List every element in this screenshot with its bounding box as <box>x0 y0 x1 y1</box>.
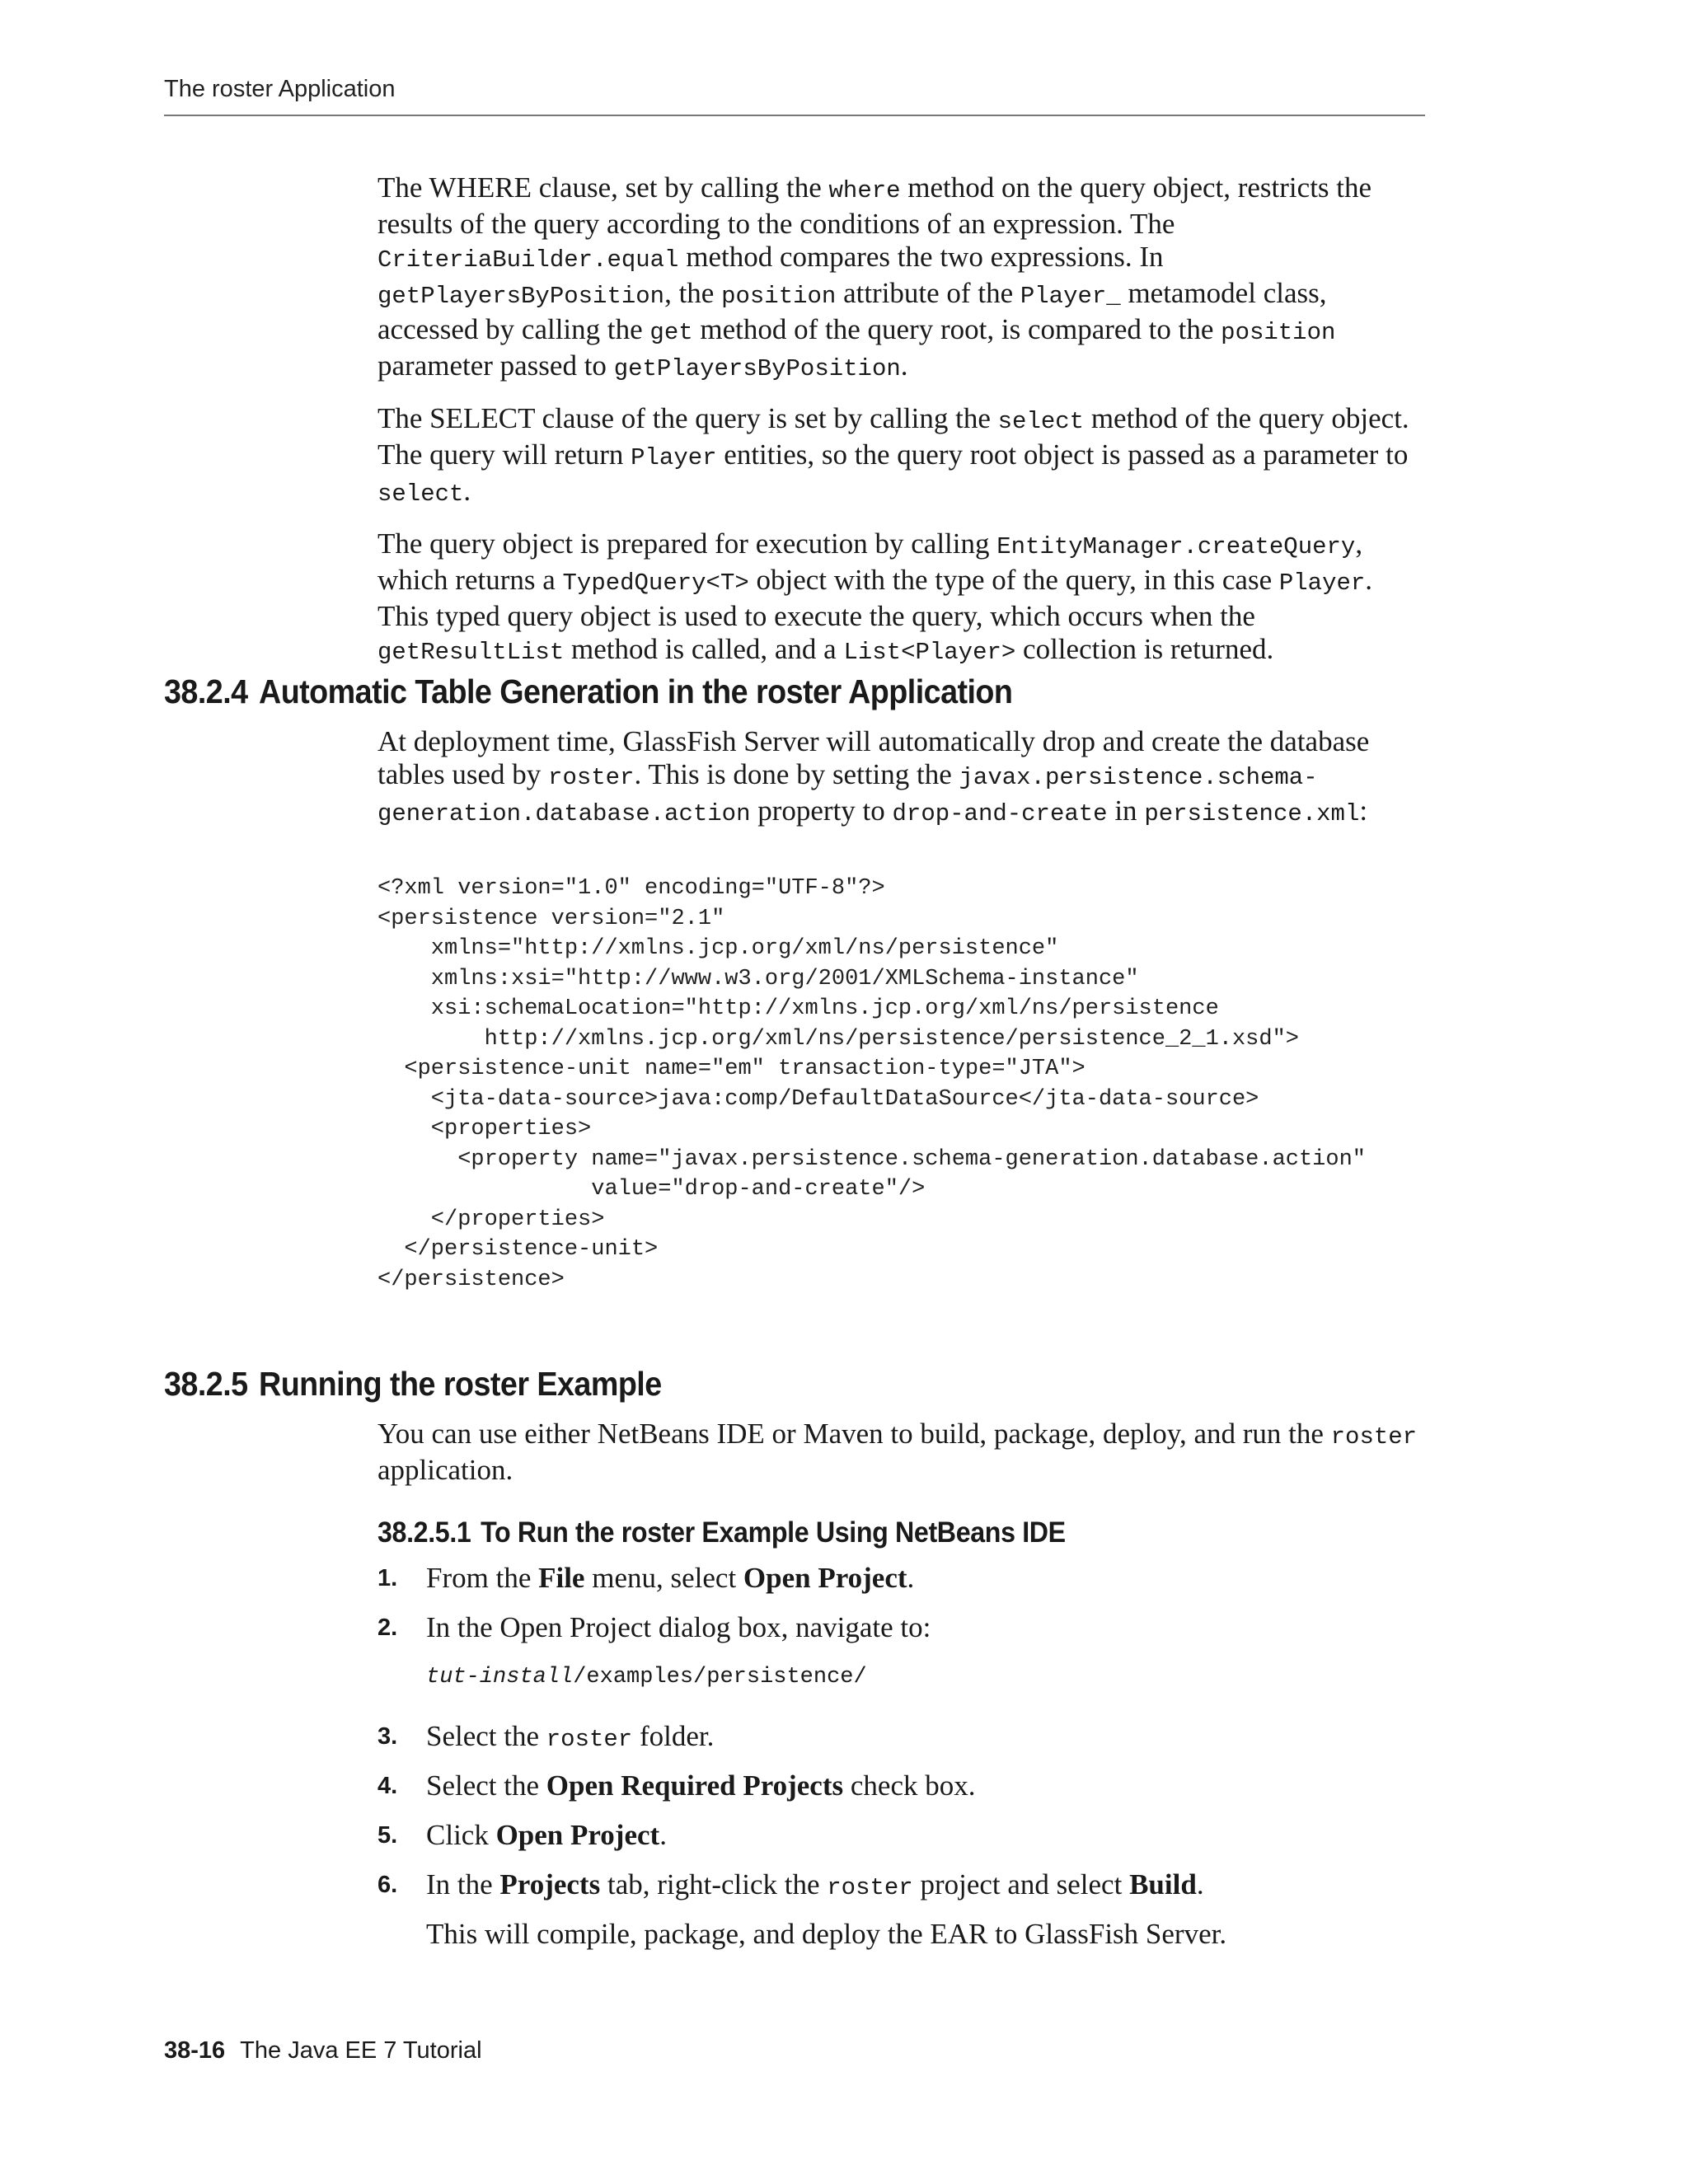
query-execution-paragraph: The query object is prepared for execution by calling EntityManager.createQuery, which returns a TypedQuery<T> object with the type of the query, in this case Player. This typed query object is used to execute the query, which occurs when the getResultList method is called, and a List<Player> collection is returned. <box>377 527 1373 666</box>
table-generation-paragraph: At deployment time, GlassFish Server will automatically drop and create the database tables used by roster. This is done by setting the javax.persistence.schema-generation.database.action property to drop-and-create in persistence.xml: <box>377 725 1370 827</box>
header-rule <box>164 115 1425 116</box>
section-heading-38-2-5: 38.2.5 Running the roster Example <box>164 1365 662 1403</box>
select-clause-paragraph: The SELECT clause of the query is set by calling the select method of the query object. The query will return Player entities, so the query root object is passed as a parameter to select. <box>377 402 1409 508</box>
page-footer <box>164 2037 482 2064</box>
running-header: The roster Application <box>164 76 396 102</box>
book-title: The Java EE 7 Tutorial <box>240 2037 482 2064</box>
section-38-2-4-body <box>377 725 1424 831</box>
running-roster-paragraph: You can use either NetBeans IDE or Maven to build, package, deploy, and run the roster application. <box>377 1418 1418 1486</box>
section-38-2-5-body <box>377 1418 1424 1487</box>
section-heading-38-2-4: 38.2.4 Automatic Table Generation in the roster Application <box>164 673 1013 710</box>
intro-paragraphs <box>377 171 1424 669</box>
where-clause-paragraph: The WHERE clause, set by calling the where method on the query object, restricts the results of the query according to the conditions of an expression. The CriteriaBuilder.equal method compares the two expressions. In getPlayersByPosition, the position attribute of the Player_ metamodel class, accessed by calling the get method of the query root, is compared to the position parameter passed to getPlayersByPosition. <box>377 171 1372 382</box>
page-number: 38-16 <box>164 2037 226 2064</box>
subsection-heading-38-2-5-1: 38.2.5.1 To Run the roster Example Using NetBeans IDE <box>377 1516 1066 1549</box>
persistence-xml-code-block: <?xml version="1.0" encoding="UTF-8"?> <persistence version="2.1" xmlns="http://xmlns.jcp.org/xml/ns/persistence" xmlns:xsi="http://www.w3.org/2001/XMLSchema-instance" xsi:schemaLocation="http://xmlns.jcp.org/xml/ns/persistence http://xmlns.jcp.org/xml/ns/persistence/persistence_2_1.xsd"> <persistence-unit name="em" transaction-type="JTA"> <jta-data-source>java:comp/DefaultDataSource</jta-data-source> <properties> <property name="javax.persistence.schema-generation.database.action" value="drop-and-create"/> </properties> </persistence-unit> </persistence> <box>377 876 1366 1292</box>
